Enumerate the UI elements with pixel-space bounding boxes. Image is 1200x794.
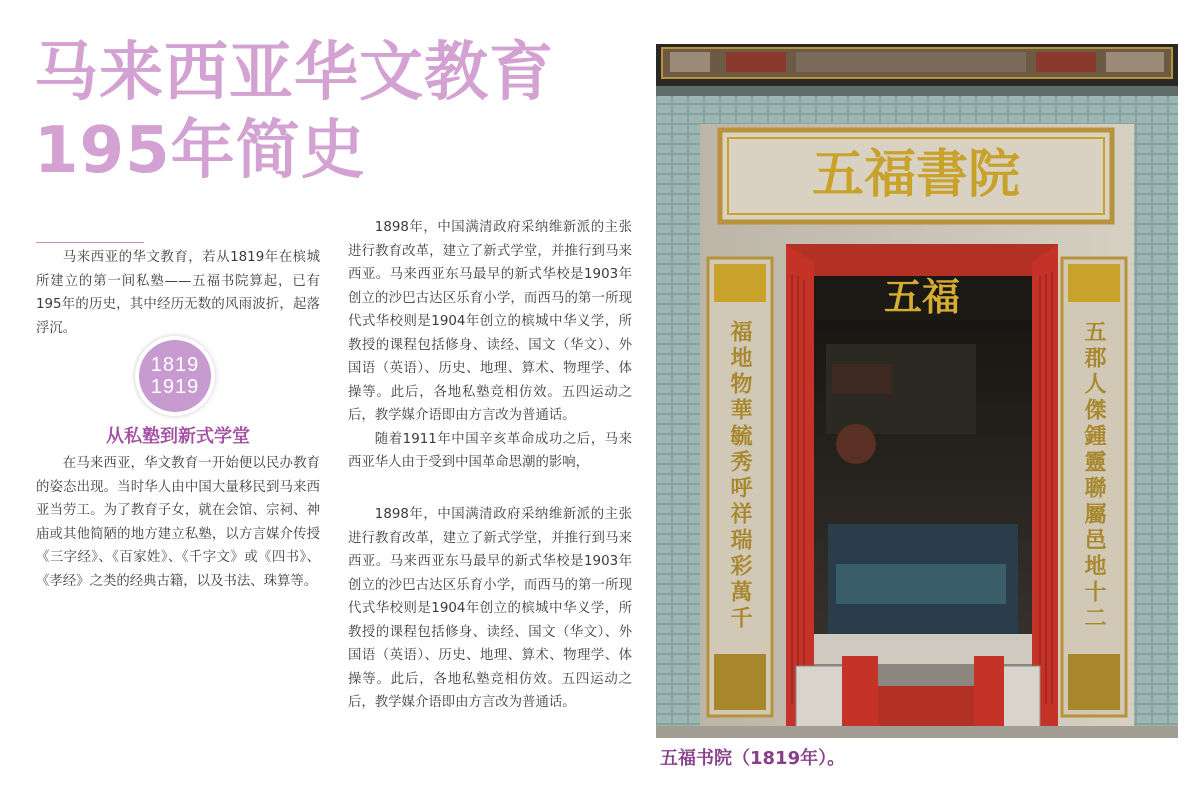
- right-couplet: 五郡人傑鍾靈聯屬邑地十二: [1081, 320, 1107, 632]
- title-line-2: 195年简史: [34, 114, 366, 188]
- page-title: [34, 34, 554, 190]
- section-body: [36, 452, 320, 593]
- col2-paragraph-1: 1898年，中国满清政府采纳维新派的主张进行教育改革，建立了新式学堂，并推行到马来西亚。马来西亚东马最早的新式华校是1903年创立的沙巴古达区乐育小学，而西马的第一所现代式华校则是1904年创立的槟城中华义学，所教授的课程包括修身、读经、国文（华文）、外国语（英语）、历史、地理、算术、物理学、体操等。此后，各地私塾竞相仿效。五四运动之后，教学媒介语即由方言改为普通话。: [348, 220, 632, 423]
- inner-plaque-text: 五福: [883, 274, 961, 319]
- left-couplet: 福地物華毓秀呼祥瑞彩萬千: [727, 320, 753, 632]
- year-end: 1919: [150, 376, 200, 398]
- col2-paragraph-2: 随着1911年中国辛亥革命成功之后，马来西亚华人由于受到中国革命思潮的影响，: [348, 431, 632, 470]
- academy-photo: [656, 44, 1178, 738]
- column2-lower: [348, 503, 632, 715]
- column2-upper: [348, 216, 632, 475]
- academy-gate-illustration: [656, 44, 1178, 738]
- intro-paragraph: [36, 246, 320, 340]
- year-badge-circle: [139, 340, 211, 412]
- col2-paragraph-3: 1898年，中国满清政府采纳维新派的主张进行教育改革，建立了新式学堂，并推行到马来西亚。马来西亚东马最早的新式华校是1903年创立的沙巴古达区乐育小学，而西马的第一所现代式华校则是1904年创立的槟城中华义学，所教授的课程包括修身、读经、国文（华文）、外国语（英语）、历史、地理、算术、物理学、体操等。此后，各地私塾竞相仿效。五四运动之后，教学媒介语即由方言改为普通话。: [348, 507, 632, 710]
- year-badge: [135, 336, 215, 416]
- section-body-text: 在马来西亚，华文教育一开始便以民办教育的姿态出现。当时华人由中国大量移民到马来西亚当劳工。为了教育子女，就在会馆、宗祠、神庙或其他简陋的地方建立私塾，以方言媒介传授《三字经》、《百家姓》、《千字文》或《四书》、《孝经》之类的经典古籍，以及书法、珠算等。: [36, 456, 320, 589]
- section-heading: 从私塾到新式学堂: [106, 426, 250, 447]
- intro-divider: [36, 242, 144, 243]
- title-line-1: 马来西亚华文教育: [34, 36, 554, 110]
- year-start: 1819: [150, 354, 200, 376]
- intro-text: 马来西亚的华文教育，若从1819年在槟城所建立的第一间私塾——五福书院算起，已有195年的历史，其中经历无数的风雨波折，起落浮沉。: [36, 250, 320, 336]
- photo-caption: 五福书院（1819年）。: [660, 748, 846, 769]
- plaque-text: 五福書院: [811, 144, 1021, 205]
